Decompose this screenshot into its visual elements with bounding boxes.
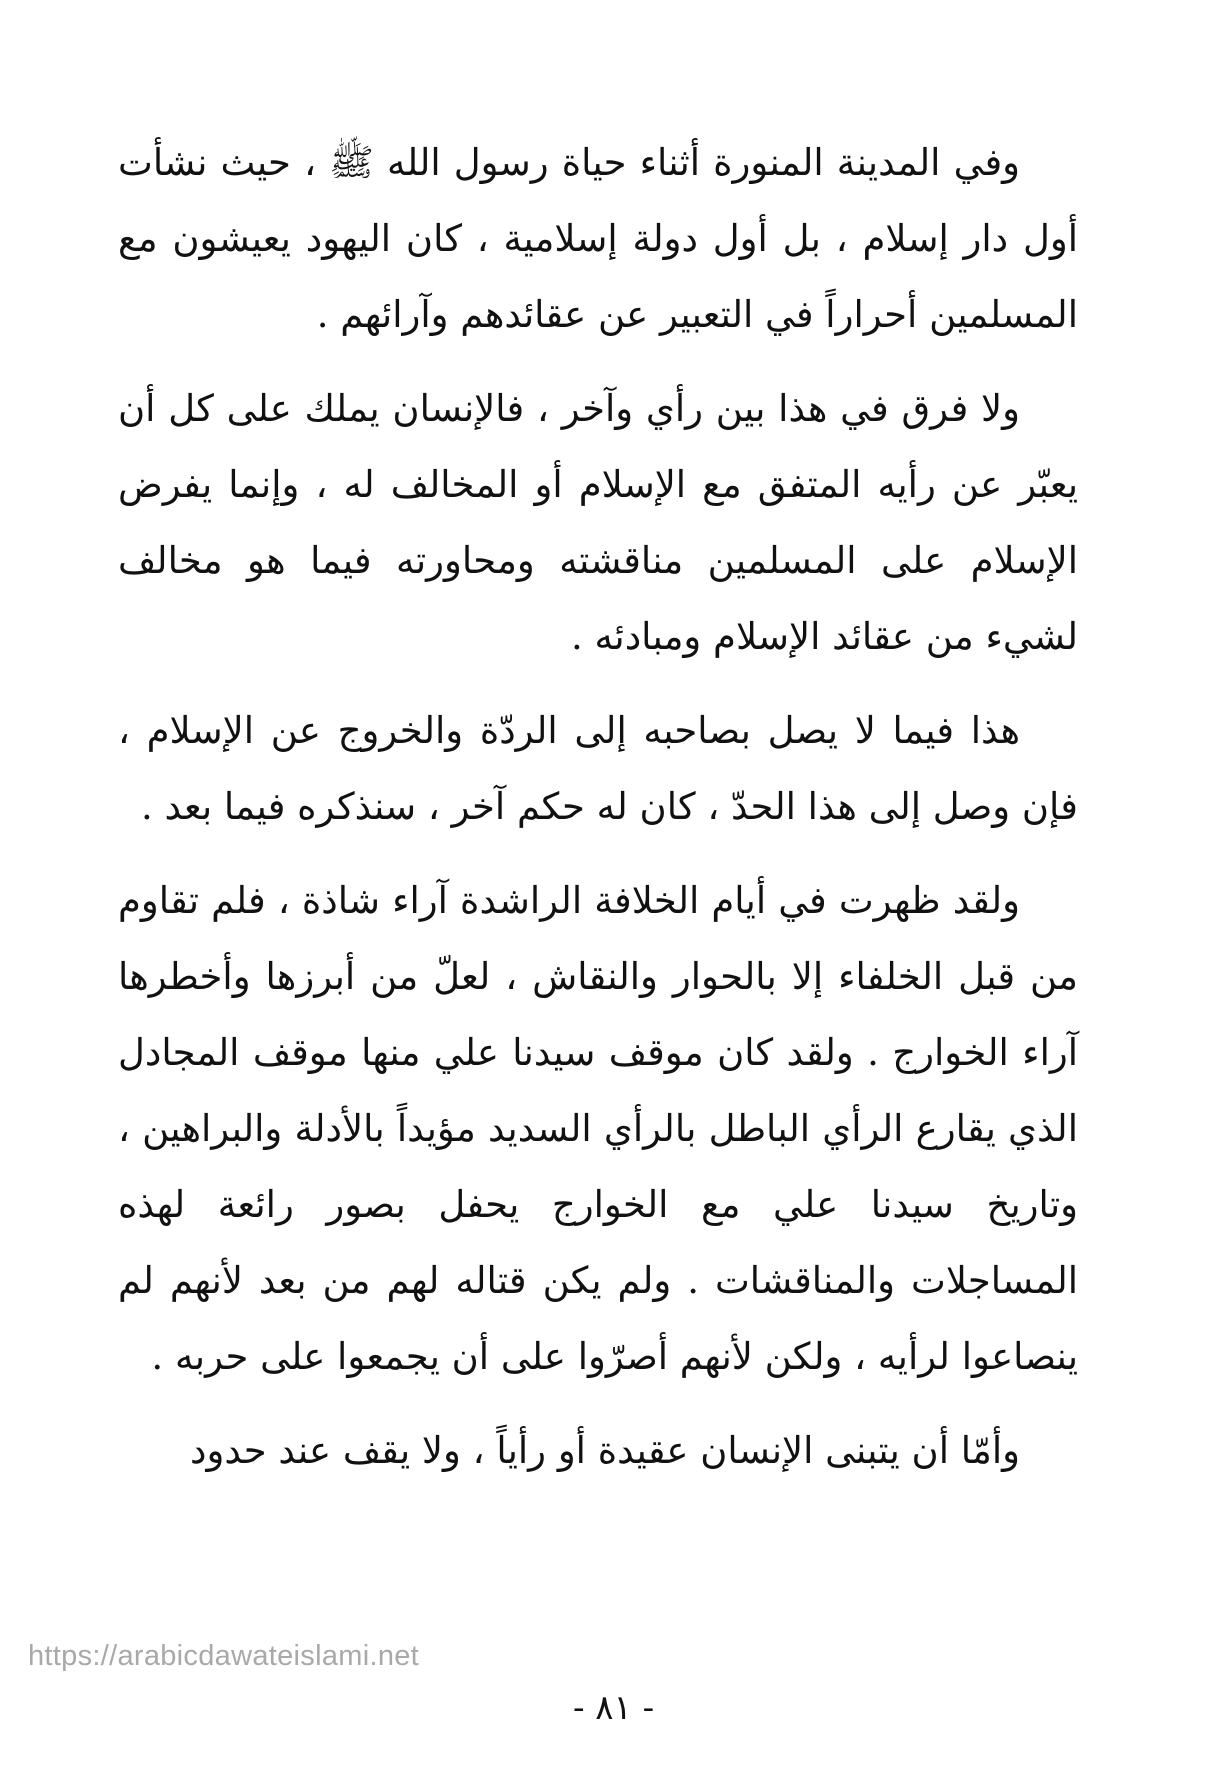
paragraph-apostasy: هذا فيما لا يصل بصاحبه إلى الردّة والخروج عن الإسلام ، فإن وصل إلى هذا الحدّ ، كان له حكم آخر ، سنذكره فيما بعد . bbox=[118, 709, 1078, 828]
main-text-block bbox=[118, 125, 1078, 1489]
paragraph-continuation: وأمّا أن يتبنى الإنسان عقيدة أو رأياً ، ولا يقف عند حدود bbox=[190, 1429, 1020, 1472]
paragraph-khawarij: ولقد ظهرت في أيام الخلافة الراشدة آراء شاذة ، فلم تقاوم من قبل الخلفاء إلا بالحوار والنقاش ، لعلّ من أبرزها وأخطرها آراء الخوارج . ولقد كان موقف سيدنا علي منها موقف المجادل الذي يقارع الرأي الباطل بالرأي السديد مؤيداً بالأدلة والبراهين ، وتاريخ سيدنا علي مع الخوارج يحفل بصور رائعة لهذه المساجلات والمناقشات . ولم يكن قتاله لهم من بعد لأنهم لم ينصاعوا لرأيه ، ولكن لأنهم أصرّوا على أن يجمعوا على حربه . bbox=[118, 879, 1078, 1378]
watermark-url: https://arabicdawateislami.net bbox=[28, 1640, 420, 1672]
page-number: - ٨١ - bbox=[572, 1688, 655, 1728]
paragraph-medina: وفي المدينة المنورة أثناء حياة رسول الله ﷺ ، حيث نشأت أول دار إسلام ، بل أول دولة إسلامية ، كان اليهود يعيشون مع المسلمين أحراراً في التعبير عن عقائدهم وآرائهم . bbox=[118, 141, 1078, 336]
paragraph-opinion: ولا فرق في هذا بين رأي وآخر ، فالإنسان يملك على كل أن يعبّر عن رأيه المتفق مع الإسلام أو المخالف له ، وإنما يفرض الإسلام على المسلمين مناقشته ومحاورته فيما هو مخالف لشيء من عقائد الإسلام ومبادئه . bbox=[118, 387, 1078, 658]
